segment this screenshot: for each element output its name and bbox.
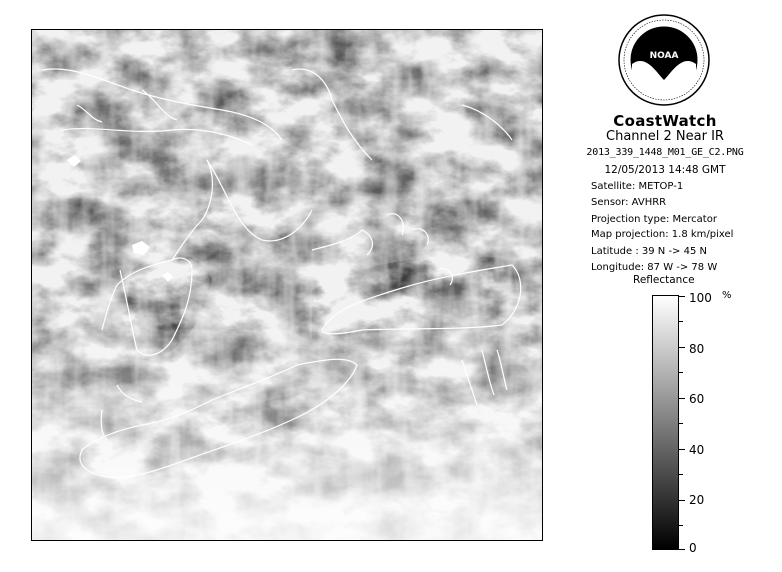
colorbar-tick [679, 549, 685, 550]
sensor-info: Sensor: AVHRR [591, 197, 667, 208]
channel-subtitle: Channel 2 Near IR [606, 129, 724, 144]
colorbar-tick [679, 347, 685, 348]
satellite-info: Satellite: METOP-1 [591, 181, 684, 192]
product-title: CoastWatch [613, 112, 717, 130]
image-filename: 2013_339_1448_M01_GE_C2.PNG [586, 147, 744, 158]
colorbar-tick-label: 20 [689, 493, 705, 507]
reflectance-colorbar [652, 295, 679, 550]
colorbar-tick [679, 500, 685, 501]
map-image [32, 30, 543, 541]
noaa-logo [618, 14, 710, 106]
colorbar-tick [679, 296, 685, 297]
colorbar-minor-tick [679, 321, 683, 322]
logo-text: NOAA [649, 51, 679, 61]
map-projection-info: Map projection: 1.8 km/pixel [591, 229, 734, 240]
image-datetime: 12/05/2013 14:48 GMT [604, 164, 726, 176]
colorbar-tick-label: 60 [689, 392, 705, 406]
latitude-info: Latitude : 39 N -> 45 N [591, 246, 707, 257]
legend-unit: % [722, 290, 732, 301]
colorbar-minor-tick [679, 372, 683, 373]
colorbar-minor-tick [679, 525, 683, 526]
colorbar-tick [679, 398, 685, 399]
colorbar-tick-label: 100 [689, 291, 712, 305]
colorbar-minor-tick [679, 423, 683, 424]
colorbar-tick-label: 0 [689, 541, 697, 555]
satellite-map [31, 29, 543, 541]
colorbar-tick-label: 80 [689, 342, 705, 356]
longitude-info: Longitude: 87 W -> 78 W [591, 262, 718, 273]
colorbar-tick [679, 449, 685, 450]
projection-type-info: Projection type: Mercator [591, 214, 717, 225]
legend-label: Reflectance [633, 274, 695, 286]
colorbar-minor-tick [679, 474, 683, 475]
colorbar-tick-label: 40 [689, 443, 705, 457]
